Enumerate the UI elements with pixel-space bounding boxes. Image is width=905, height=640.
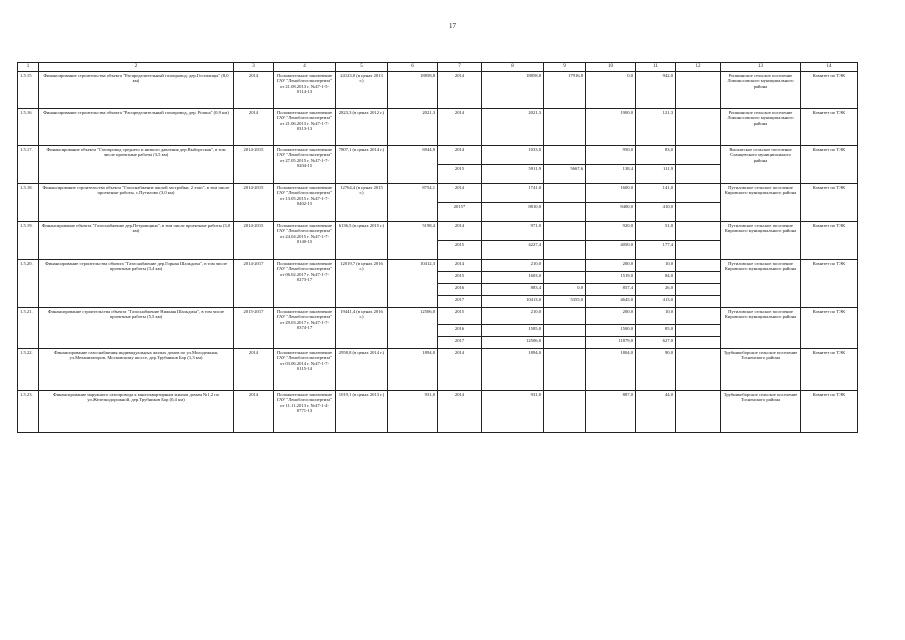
total-financing: 18858,8 — [388, 72, 438, 109]
year-cell: 2014 — [438, 222, 482, 241]
year-total: 1033,0 — [482, 146, 544, 165]
year-cell: 2016 — [438, 284, 482, 296]
column-header: 1 — [18, 63, 39, 72]
federal-funds — [544, 308, 586, 325]
column-header: 11 — [636, 63, 676, 72]
other-funds — [676, 337, 721, 349]
expertise-conclusion: Положительное заключение ГАУ "Леноблгосэкспертиза" от 21.06.2013 г. №47-1-7-0313-13 — [274, 109, 336, 146]
implementation-period: 2015-2017 — [234, 308, 274, 349]
local-funds: 90,0 — [636, 349, 676, 391]
other-funds — [676, 146, 721, 165]
object-description: Финансирование газоснабжения индивидуальных жилых домов по ул.Молодежная, ул.Механизаторов, Московскому шоссе, дер.Трубников Бор (1,3 км) — [39, 349, 234, 391]
total-financing: 1894,0 — [388, 349, 438, 391]
year-cell: 2015 — [438, 272, 482, 284]
row-number: 1.5.18. — [18, 184, 39, 222]
local-funds: 413,0 — [636, 296, 676, 308]
estimated-cost: 6136,5 (в ценах 2015 г.) — [336, 222, 388, 260]
local-funds: 121,3 — [636, 109, 676, 146]
year-total: 1741,0 — [482, 184, 544, 203]
federal-funds — [544, 272, 586, 284]
implementation-period: 2014 — [234, 72, 274, 109]
regional-funds: 4050,0 — [586, 241, 636, 260]
federal-funds — [544, 349, 586, 391]
year-cell: 2016 — [438, 325, 482, 337]
municipality: Путиловское сельское поселение Кировского муниципального района — [721, 222, 801, 260]
expertise-conclusion: Положительное заключение ГАУ "Леноблгосэкспертиза" от 24.04.2015 г. №47-1-7-0140-15 — [274, 222, 336, 260]
other-funds — [676, 72, 721, 109]
local-funds: 51,0 — [636, 222, 676, 241]
municipality: Трубникоборское сельское поселение Тосненского района — [721, 349, 801, 391]
regional-funds: 950,0 — [586, 146, 636, 165]
other-funds — [676, 349, 721, 391]
responsible-committee: Комитет по ТЭК — [801, 260, 858, 308]
implementation-period: 2014 — [234, 109, 274, 146]
total-financing: 8754,1 — [388, 184, 438, 222]
federal-funds — [544, 222, 586, 241]
year-total: 1603,0 — [482, 272, 544, 284]
year-cell: 2017 — [438, 296, 482, 308]
year-cell: 2015 — [438, 308, 482, 325]
expertise-conclusion: Положительное заключение ГАУ "Леноблгосэкспертиза" от 11.11.2013 г. №47-1-4-0771-13 — [274, 391, 336, 433]
implementation-period: 2014-2017 — [234, 260, 274, 308]
responsible-committee: Комитет по ТЭК — [801, 391, 858, 433]
responsible-committee: Комитет по ТЭК — [801, 146, 858, 184]
federal-funds: 17916,8 — [544, 72, 586, 109]
other-funds — [676, 109, 721, 146]
year-cell: 2015* — [438, 203, 482, 222]
federal-funds: 0,0 — [544, 284, 586, 296]
federal-funds — [544, 203, 586, 222]
year-total: 4227,4 — [482, 241, 544, 260]
page-number: 17 — [449, 22, 456, 30]
year-cell: 2017 — [438, 337, 482, 349]
year-total: 18858,8 — [482, 72, 544, 109]
year-total: 931,0 — [482, 391, 544, 433]
object-description: Финансирование строительства объекта "Газоснабжение Нижняя Шальдиха", в том числе проектные работы (5,5 км) — [39, 308, 234, 349]
other-funds — [676, 296, 721, 308]
local-funds: 26,0 — [636, 284, 676, 296]
column-header: 6 — [388, 63, 438, 72]
other-funds — [676, 165, 721, 184]
column-header: 5 — [336, 63, 388, 72]
total-financing: 12506,0 — [388, 308, 438, 349]
estimated-cost: 7807,1 (в ценах 2014 г.) — [336, 146, 388, 184]
column-header: 7 — [438, 63, 482, 72]
local-funds: 111,9 — [636, 165, 676, 184]
regional-funds: 200,0 — [586, 308, 636, 325]
column-header: 2 — [39, 63, 234, 72]
column-header: 10 — [586, 63, 636, 72]
regional-funds: 1500,0 — [586, 325, 636, 337]
year-cell: 2014 — [438, 184, 482, 203]
year-total: 210,0 — [482, 260, 544, 272]
year-cell: 2014 — [438, 146, 482, 165]
object-description: Финансирование наружного газопровода к многоквартирным жилым домам №1,2 по ул.Железнодорожной, дер.Трубников Бор (0,4 км) — [39, 391, 234, 433]
object-description: Финансирование объекта "Газоснабжение дер.Петровщина", в том числе проектные работы (3,0 км) — [39, 222, 234, 260]
row-number: 1.5.20. — [18, 260, 39, 308]
total-financing: 5198,4 — [388, 222, 438, 260]
expertise-conclusion: Положительное заключение ГАУ "Леноблгосэкспертиза" от 21.08.2013 г. №47-1-5-0114-13 — [274, 72, 336, 109]
responsible-committee: Комитет по ТЭК — [801, 72, 858, 109]
regional-funds: 1600,0 — [586, 184, 636, 203]
budget-table — [17, 62, 858, 433]
row-number: 1.5.17. — [18, 146, 39, 184]
federal-funds — [544, 337, 586, 349]
object-description: Финансирование строительства объекта "Распределительный газопровод, дер. Ропша" (0,9 км) — [39, 109, 234, 146]
implementation-period: 2014-2015 — [234, 146, 274, 184]
column-header: 3 — [234, 63, 274, 72]
year-cell: 2014 — [438, 109, 482, 146]
header-row — [18, 63, 858, 72]
implementation-period: 2014 — [234, 391, 274, 433]
expertise-conclusion: Положительное заключение ГАУ "Леноблгосэкспертиза" от 03.06.2014 г. №47-1-7-0115-14 — [274, 349, 336, 391]
local-funds: 44,0 — [636, 391, 676, 433]
column-header: 9 — [544, 63, 586, 72]
federal-funds — [544, 241, 586, 260]
object-description: Финансирование объекта "Газопровод среднего и низкого давления дер.Выборгская", в том числе проектные работы (3,5 км) — [39, 146, 234, 184]
other-funds — [676, 308, 721, 325]
column-header: 14 — [801, 63, 858, 72]
federal-funds: 5355,0 — [544, 296, 586, 308]
responsible-committee: Комитет по ТЭК — [801, 222, 858, 260]
estimated-cost: 24123,0 (в ценах 2013 г.) — [336, 72, 388, 109]
municipality: Ропшинское сельское поселение Ломоносовского муниципального района — [721, 109, 801, 146]
table-row — [18, 349, 858, 391]
local-funds: 141,0 — [636, 184, 676, 203]
other-funds — [676, 184, 721, 203]
regional-funds: 920,0 — [586, 222, 636, 241]
local-funds: 84,0 — [636, 272, 676, 284]
responsible-committee: Комитет по ТЭК — [801, 349, 858, 391]
regional-funds: 4645,0 — [586, 296, 636, 308]
estimated-cost: 12764,4 (в ценах 2015 г.) — [336, 184, 388, 222]
row-number: 1.5.19. — [18, 222, 39, 260]
row-number: 1.5.21. — [18, 308, 39, 349]
other-funds — [676, 272, 721, 284]
column-header: 12 — [676, 63, 721, 72]
regional-funds: 857,4 — [586, 284, 636, 296]
total-financing: 2021,3 — [388, 109, 438, 146]
other-funds — [676, 325, 721, 337]
expertise-conclusion: Положительное заключение ГАУ "Леноблгосэкспертиза" от 13.05.2015 г. №47-1-7-0402-15 — [274, 184, 336, 222]
column-header: 4 — [274, 63, 336, 72]
column-header: 13 — [721, 63, 801, 72]
municipality: Путиловское сельское поселение Кировского муниципального района — [721, 308, 801, 349]
table-row — [18, 222, 858, 241]
estimated-cost: 2958,8 (в ценах 2014 г.) — [336, 349, 388, 391]
regional-funds: 138,4 — [586, 165, 636, 184]
row-number: 1.5.22. — [18, 349, 39, 391]
table-row — [18, 72, 858, 109]
local-funds: 85,0 — [636, 325, 676, 337]
table-row — [18, 260, 858, 272]
responsible-committee: Комитет по ТЭК — [801, 109, 858, 146]
municipality: Путиловское сельское поселение Кировского муниципального района — [721, 260, 801, 308]
year-cell: 2014 — [438, 260, 482, 272]
federal-funds — [544, 260, 586, 272]
year-cell: 2015 — [438, 165, 482, 184]
object-description: Финансирование строительства объекта "Газоснабжение дер.Горная Шальдиха", в том числе проектные работы (3,4 км) — [39, 260, 234, 308]
local-funds: 942,0 — [636, 72, 676, 109]
regional-funds: 1804,0 — [586, 349, 636, 391]
regional-funds: 0,0 — [586, 72, 636, 109]
local-funds: 10,0 — [636, 308, 676, 325]
row-number: 1.5.16 — [18, 109, 39, 146]
local-funds: 177,4 — [636, 241, 676, 260]
expertise-conclusion: Положительное заключение ГАУ "Леноблгосэкспертиза" от 27.05.2015 г. №47-1-7-0204-15 — [274, 146, 336, 184]
responsible-committee: Комитет по ТЭК — [801, 184, 858, 222]
local-funds: 10,0 — [636, 260, 676, 272]
year-total: 12506,0 — [482, 337, 544, 349]
other-funds — [676, 222, 721, 241]
local-funds: 83,0 — [636, 146, 676, 165]
year-cell: 2014 — [438, 391, 482, 433]
responsible-committee: Комитет по ТЭК — [801, 308, 858, 349]
year-total: 210,0 — [482, 308, 544, 325]
implementation-period: 2014-2015 — [234, 222, 274, 260]
municipality: Трубникоборское сельское поселение Тосненского района — [721, 391, 801, 433]
regional-funds: 887,0 — [586, 391, 636, 433]
local-funds: 627,0 — [636, 337, 676, 349]
other-funds — [676, 260, 721, 272]
year-cell: 2014 — [438, 72, 482, 109]
municipality: Ропшинское сельское поселение Ломоносовского муниципального района — [721, 72, 801, 109]
federal-funds — [544, 109, 586, 146]
estimated-cost: 1019,1 (в ценах 2013 г.) — [336, 391, 388, 433]
object-description: Финансирование строительства объекта "Газоснабжение жилой застройки, 2 этап", в том числе проектные работы, с.Путилово (3,0 км) — [39, 184, 234, 222]
year-total: 10413,0 — [482, 296, 544, 308]
year-total: 2021,3 — [482, 109, 544, 146]
total-financing: 6944,9 — [388, 146, 438, 184]
table-row — [18, 109, 858, 146]
other-funds — [676, 203, 721, 222]
federal-funds — [544, 325, 586, 337]
table-row — [18, 146, 858, 165]
regional-funds: 1900,0 — [586, 109, 636, 146]
year-total: 8810,0 — [482, 203, 544, 222]
federal-funds — [544, 391, 586, 433]
regional-funds: 200,0 — [586, 260, 636, 272]
table-row — [18, 184, 858, 203]
year-total: 971,0 — [482, 222, 544, 241]
year-total: 883,4 — [482, 284, 544, 296]
regional-funds: 1519,0 — [586, 272, 636, 284]
expertise-conclusion: Положительное заключение ГАУ "Леноблгосэкспертиза" от 06.02.2017 г. №47-1-7-0273-17 — [274, 260, 336, 308]
year-cell: 2015 — [438, 241, 482, 260]
object-description: Финансирование строительства объекта "Распределительный газопровод, дер.Гостилицы" (8,0 км) — [39, 72, 234, 109]
estimated-cost: 12019,7 (в ценах 2016 г.) — [336, 260, 388, 308]
implementation-period: 2014-2015 — [234, 184, 274, 222]
local-funds: 410,0 — [636, 203, 676, 222]
municipality: Путиловское сельское поселение Кировского муниципального района — [721, 184, 801, 222]
federal-funds — [544, 184, 586, 203]
total-financing: 10412,3 — [388, 260, 438, 308]
federal-funds — [544, 146, 586, 165]
year-total: 5911,9 — [482, 165, 544, 184]
estimated-cost: 2823,3 (в ценах 2012 г.) — [336, 109, 388, 146]
total-financing: 931,0 — [388, 391, 438, 433]
estimated-cost: 19441,4 (в ценах 2016 г.) — [336, 308, 388, 349]
column-header: 8 — [482, 63, 544, 72]
expertise-conclusion: Положительное заключение ГАУ "Леноблгосэкспертиза" от 29.03.2017 г. №47-1-7-0374-17 — [274, 308, 336, 349]
federal-funds: 5667,6 — [544, 165, 586, 184]
table-row — [18, 391, 858, 433]
year-total: 1894,0 — [482, 349, 544, 391]
year-total: 1585,0 — [482, 325, 544, 337]
row-number: 1.5.23. — [18, 391, 39, 433]
other-funds — [676, 284, 721, 296]
municipality: Выскатское сельское поселение Сланцевского муниципального района — [721, 146, 801, 184]
regional-funds: 11879,0 — [586, 337, 636, 349]
regional-funds: 8400,0 — [586, 203, 636, 222]
year-cell: 2014 — [438, 349, 482, 391]
other-funds — [676, 391, 721, 433]
row-number: 1.5.15 — [18, 72, 39, 109]
implementation-period: 2014 — [234, 349, 274, 391]
other-funds — [676, 241, 721, 260]
table-row — [18, 308, 858, 325]
